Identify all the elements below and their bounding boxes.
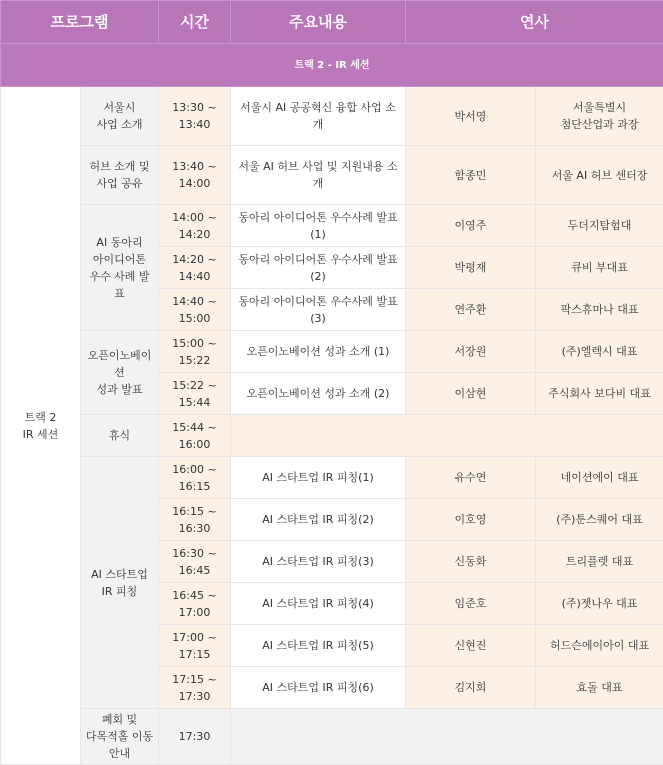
speaker-org: 팍스휴마나 대표 [536, 289, 663, 331]
content-cell: 동아리 아이디어톤 우수사례 발표 (3) [231, 289, 406, 331]
time-cell: 13:30 ~ 13:40 [159, 87, 231, 146]
speaker-org: 트리플렛 대표 [536, 541, 663, 583]
break-filler [231, 415, 663, 457]
speaker-name: 김지희 [406, 667, 536, 709]
speaker-org: (주)젯나우 대표 [536, 583, 663, 625]
speaker-name: 연주환 [406, 289, 536, 331]
table-row [1, 87, 663, 146]
content-cell: AI 스타트업 IR 피칭(5) [231, 625, 406, 667]
closing-filler [231, 709, 663, 765]
time-cell: 14:40 ~ 15:00 [159, 289, 231, 331]
break-label: 휴식 [81, 415, 159, 457]
table-row [1, 205, 663, 247]
speaker-name: 이영주 [406, 205, 536, 247]
speaker-name: 임준호 [406, 583, 536, 625]
table-row [1, 331, 663, 373]
speaker-name: 박서영 [406, 87, 536, 146]
track-title: 트랙 2 - IR 세션 [1, 44, 663, 87]
speaker-org: 주식회사 보다비 대표 [536, 373, 663, 415]
speaker-name: 신동화 [406, 541, 536, 583]
time-cell: 16:00 ~ 16:15 [159, 457, 231, 499]
content-cell: 오픈이노베이션 성과 소개 (1) [231, 331, 406, 373]
closing-label: 폐회 및 다목적홀 이동 안내 [81, 709, 159, 765]
speaker-org: 허드슨에이아이 대표 [536, 625, 663, 667]
time-cell: 16:15 ~ 16:30 [159, 499, 231, 541]
closing-row [1, 709, 663, 765]
break-row [1, 415, 663, 457]
header-time: 시간 [159, 1, 231, 44]
speaker-name: 이호영 [406, 499, 536, 541]
header-content: 주요내용 [231, 1, 406, 44]
speaker-org: 효돌 대표 [536, 667, 663, 709]
program-label: 오픈이노베이션 성과 발표 [81, 331, 159, 415]
speaker-name: 이삼현 [406, 373, 536, 415]
time-cell: 15:00 ~ 15:22 [159, 331, 231, 373]
speaker-org: 네이션에이 대표 [536, 457, 663, 499]
time-cell: 16:30 ~ 16:45 [159, 541, 231, 583]
content-cell: 동아리 아이디어톤 우수사례 발표 (1) [231, 205, 406, 247]
time-cell: 13:40 ~ 14:00 [159, 146, 231, 205]
time-cell: 15:22 ~ 15:44 [159, 373, 231, 415]
content-cell: 서울 AI 허브 사업 및 지원내용 소개 [231, 146, 406, 205]
speaker-org: (주)툰스퀘어 대표 [536, 499, 663, 541]
program-label: AI 스타트업 IR 피칭 [81, 457, 159, 709]
speaker-name: 서장원 [406, 331, 536, 373]
speaker-name: 유수연 [406, 457, 536, 499]
speaker-org: 서울특별시 첨단산업과 과장 [536, 87, 663, 146]
time-cell: 17:00 ~ 17:15 [159, 625, 231, 667]
content-cell: 동아리 아이디어톤 우수사례 발표 (2) [231, 247, 406, 289]
track-label: 트랙 2 IR 세션 [1, 87, 81, 765]
content-cell: 서울시 AI 공공혁신 융합 사업 소개 [231, 87, 406, 146]
speaker-name: 함종민 [406, 146, 536, 205]
content-cell: AI 스타트업 IR 피칭(6) [231, 667, 406, 709]
time-cell: 14:20 ~ 14:40 [159, 247, 231, 289]
track-title-row [1, 44, 663, 87]
table-row [1, 457, 663, 499]
program-label: AI 동아리 아이디어톤 우수 사례 발표 [81, 205, 159, 331]
time-cell: 16:45 ~ 17:00 [159, 583, 231, 625]
content-cell: AI 스타트업 IR 피칭(1) [231, 457, 406, 499]
table-row [1, 146, 663, 205]
speaker-name: 박평재 [406, 247, 536, 289]
time-cell: 14:00 ~ 14:20 [159, 205, 231, 247]
speaker-name: 신현진 [406, 625, 536, 667]
program-label: 서울시 사업 소개 [81, 87, 159, 146]
header-program: 프로그램 [1, 1, 159, 44]
content-cell: AI 스타트업 IR 피칭(3) [231, 541, 406, 583]
header-row [1, 1, 663, 44]
speaker-org: 큐비 부대표 [536, 247, 663, 289]
header-speaker: 연사 [406, 1, 663, 44]
closing-time: 17:30 [159, 709, 231, 765]
program-label: 허브 소개 및 사업 공유 [81, 146, 159, 205]
content-cell: 오픈이노베이션 성과 소개 (2) [231, 373, 406, 415]
break-time: 15:44 ~ 16:00 [159, 415, 231, 457]
content-cell: AI 스타트업 IR 피칭(4) [231, 583, 406, 625]
time-cell: 17:15 ~ 17:30 [159, 667, 231, 709]
speaker-org: 서울 AI 허브 센터장 [536, 146, 663, 205]
content-cell: AI 스타트업 IR 피칭(2) [231, 499, 406, 541]
speaker-org: (주)엘렉시 대표 [536, 331, 663, 373]
speaker-org: 두더지탐험대 [536, 205, 663, 247]
